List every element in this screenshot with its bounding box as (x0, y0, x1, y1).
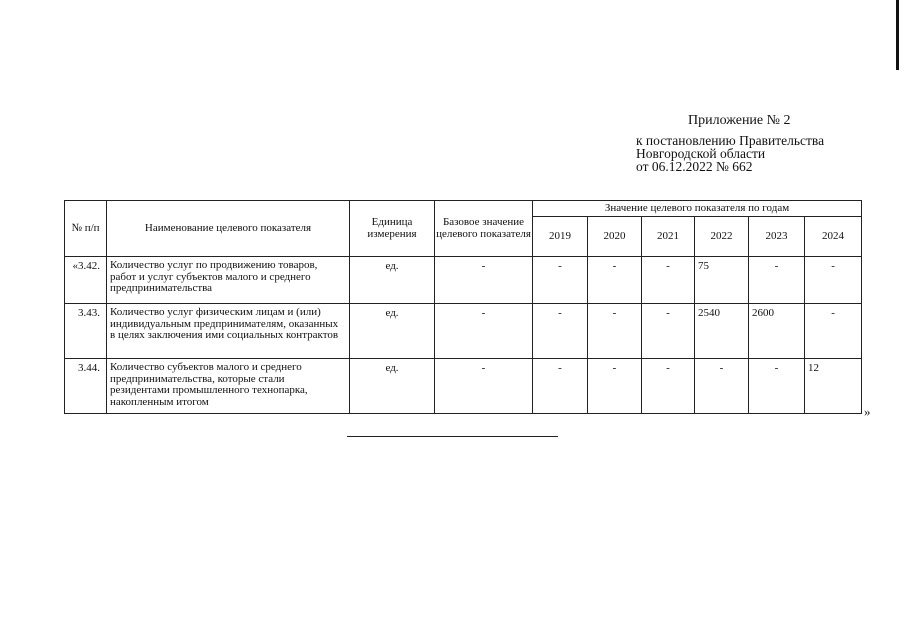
header-year: 2024 (805, 217, 862, 257)
row-value-2019: - (533, 257, 588, 304)
row-unit: ед. (350, 304, 435, 359)
header-number: № п/п (65, 201, 107, 257)
row-name: Количество услуг физическим лицам и (или) индивидуальным предпринимателям, оказанных в целях заключения ими социальных контрактов (107, 304, 350, 359)
row-base: - (435, 359, 533, 414)
header-year: 2021 (642, 217, 695, 257)
row-value-2021: - (642, 257, 695, 304)
row-number: 3.43. (65, 304, 107, 359)
table-row (65, 304, 862, 359)
appendix-line-2: Новгородской области (636, 146, 766, 161)
row-value-2021: - (642, 359, 695, 414)
row-value-2023: - (749, 257, 805, 304)
row-value-2024: - (805, 257, 862, 304)
closing-quote: » (864, 404, 871, 419)
header-values-group: Значение целевого показателя по годам (533, 201, 862, 217)
row-value-2021: - (642, 304, 695, 359)
row-value-2019: - (533, 304, 588, 359)
row-value-2020: - (588, 359, 642, 414)
header-base: Базовое значение целевого показателя (435, 201, 533, 257)
row-value-2020: - (588, 304, 642, 359)
row-name: Количество субъектов малого и среднего предпринимательства, которые стали резидентами промышленного технопарка, накопленным итогом (107, 359, 350, 414)
appendix-block (636, 114, 876, 173)
row-value-2019: - (533, 359, 588, 414)
table-row (65, 257, 862, 304)
row-unit: ед. (350, 359, 435, 414)
row-value-2022: 2540 (695, 304, 749, 359)
row-value-2022: 75 (695, 257, 749, 304)
header-year: 2019 (533, 217, 588, 257)
page-edge-line (896, 0, 899, 70)
row-number: «3.42. (65, 257, 107, 304)
table-row (65, 359, 862, 414)
row-name: Количество услуг по продвижению товаров, работ и услуг субъектов малого и среднего предпринимательства (107, 257, 350, 304)
table-header-row (65, 201, 862, 217)
appendix-line-3: от 06.12.2022 № 662 (636, 159, 753, 174)
row-unit: ед. (350, 257, 435, 304)
row-value-2024: - (805, 304, 862, 359)
row-base: - (435, 304, 533, 359)
end-rule-divider (347, 436, 558, 437)
row-value-2024: 12 (805, 359, 862, 414)
header-year: 2020 (588, 217, 642, 257)
header-unit: Единица измерения (350, 201, 435, 257)
row-value-2023: - (749, 359, 805, 414)
targets-table (64, 200, 862, 414)
row-value-2023: 2600 (749, 304, 805, 359)
appendix-line-1: к постановлению Правительства (636, 133, 825, 148)
row-base: - (435, 257, 533, 304)
header-name: Наименование целевого показателя (107, 201, 350, 257)
appendix-title: Приложение № 2 (688, 113, 791, 128)
row-number: 3.44. (65, 359, 107, 414)
row-value-2020: - (588, 257, 642, 304)
row-value-2022: - (695, 359, 749, 414)
header-year: 2023 (749, 217, 805, 257)
header-year: 2022 (695, 217, 749, 257)
